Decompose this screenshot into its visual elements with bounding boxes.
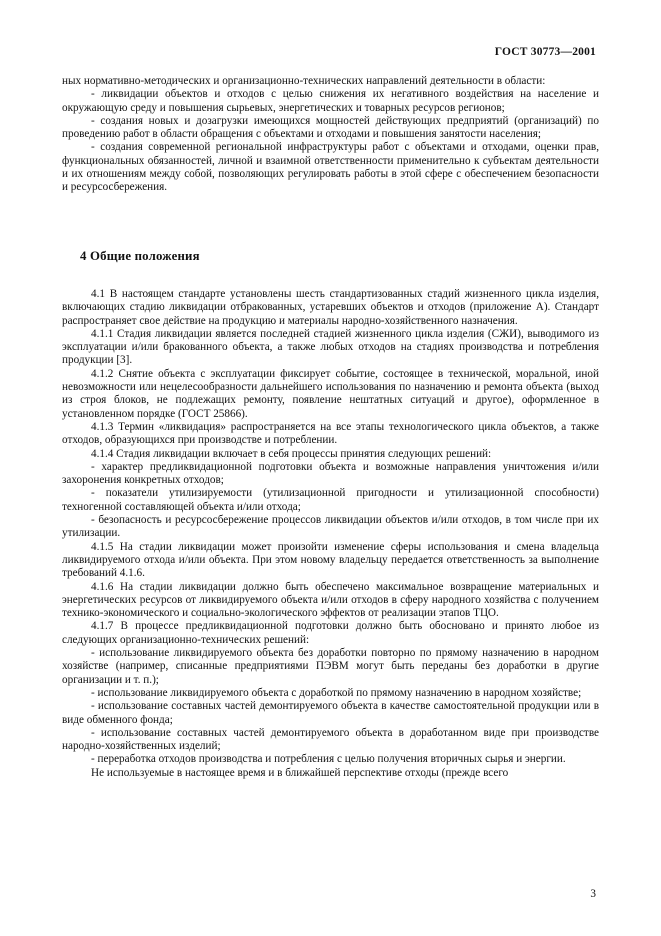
clause-4-1-7: 4.1.7 В процессе предликвидационной подготовки должно быть обосновано и принято любое из следующих организационно-технических решений: bbox=[62, 620, 599, 646]
list-item: - использование ликвидируемого объекта с доработкой по прямому назначению в народном хозяйстве; bbox=[91, 686, 582, 699]
list-item: - показатели утилизируемости (утилизационной пригодности и утилизационной способности) техногенной составляющей объекта и/или отхода; bbox=[62, 487, 599, 513]
page-number: 3 bbox=[590, 888, 596, 900]
intro-text-block bbox=[62, 75, 599, 195]
running-header-standard-code: ГОСТ 30773—2001 bbox=[494, 46, 596, 58]
section-body bbox=[62, 288, 599, 780]
clause-4-1-1: 4.1.1 Стадия ликвидации является последней стадией жизненного цикла изделия (СЖИ), выводимого из эксплуатации и/или бракованного объекта, а также любых отходов на стадиях производства и потребления продукции [3]. bbox=[62, 327, 599, 367]
intro-list-item: - создания новых и дозагрузки имеющихся мощностей действующих предприятий (организаций) по проведению работ в области обращения с объектами и отходами и повышения занятости населения; bbox=[62, 114, 599, 141]
list-item: - характер предликвидационной подготовки объекта и возможные направления уничтожения и/или захоронения конкретных отходов; bbox=[62, 460, 599, 487]
clause-4-1-6: 4.1.6 На стадии ликвидации должно быть обеспечено максимальное возвращение материальных и энергетических ресурсов от ликвидируемого объекта и/или отходов в сферу народного хозяйства с получением технико-экономического и социально-экологического эффектов от реализации этапов ТЦО. bbox=[62, 580, 599, 620]
list-item: - использование ликвидируемого объекта без доработки повторно по прямому назначению в народном хозяйстве (например, списанные предприятиями ПЭВМ могут быть переданы без доработки в другие организации и т. п.); bbox=[62, 647, 599, 686]
section-heading: 4 Общие положения bbox=[80, 249, 200, 263]
intro-paragraph-continuation: ных нормативно-методических и организационно-технических направлений деятельности в области: bbox=[62, 75, 546, 87]
clause-4-1-5: 4.1.5 На стадии ликвидации может произойти изменение сферы использования и смена владельца ликвидируемого отхода и/или объекта. При этом новому владельцу передается ответственность за выполнение требований 4.1.6. bbox=[62, 540, 599, 580]
intro-list-item: - создания современной региональной инфраструктуры работ с объектами и отходами, оценки прав, функциональных обязанностей, личной и взаимной ответственности применительно к субъектам деятельности и их отношениям между собой, позволяющих регулировать работы в этой сфере с обеспечением безопасности и ресурсосбережения. bbox=[62, 141, 599, 194]
list-item: - безопасность и ресурсосбережение процессов ликвидации объектов и/или отходов, в том числе при их утилизации. bbox=[62, 514, 599, 540]
paragraph-continues-next-page: Не используемые в настоящее время и в ближайшей перспективе отходы (прежде всего bbox=[91, 766, 509, 779]
intro-list-item: - ликвидации объектов и отходов с целью снижения их негативного воздействия на население и окружающую среду и повышения сырьевых, энергетических и товарных ресурсов регионов; bbox=[62, 88, 599, 114]
list-item: - переработка отходов производства и потребления с целью получения вторичных сырья и энергии. bbox=[91, 753, 566, 766]
list-item: - использование составных частей демонтируемого объекта в доработанном виде при производстве народно-хозяйственных изделий; bbox=[62, 726, 599, 753]
clause-4-1-3: 4.1.3 Термин «ликвидация» распространяется на все этапы технологического цикла объектов, а также отходов, образующихся при производстве и потреблении. bbox=[62, 420, 599, 447]
clause-4-1-4: 4.1.4 Стадия ликвидации включает в себя процессы принятия следующих решений: bbox=[91, 447, 492, 460]
list-item: - использование составных частей демонтируемого объекта в качестве самостоятельной продукции или в виде обменного фонда; bbox=[62, 700, 599, 726]
clause-4-1: 4.1 В настоящем стандарте установлены шесть стандартизованных стадий жизненного цикла изделия, включающих стадию ликвидации отбракованных, устаревших объектов и отходов (приложение А). Стандарт распространяет свое действие на продукцию и материалы народно-хозяйственного назначения. bbox=[62, 288, 599, 327]
clause-4-1-2: 4.1.2 Снятие объекта с эксплуатации фиксирует событие, состоящее в технической, моральной, иной невозможности или нецелесообразности дальнейшего использования по назначению и ремонта объекта (выход из строя блоков, не подлежащих ремонту, появление нештатных ситуаций и другое), оформленное в установленном порядке (ГОСТ 25866). bbox=[62, 367, 599, 420]
